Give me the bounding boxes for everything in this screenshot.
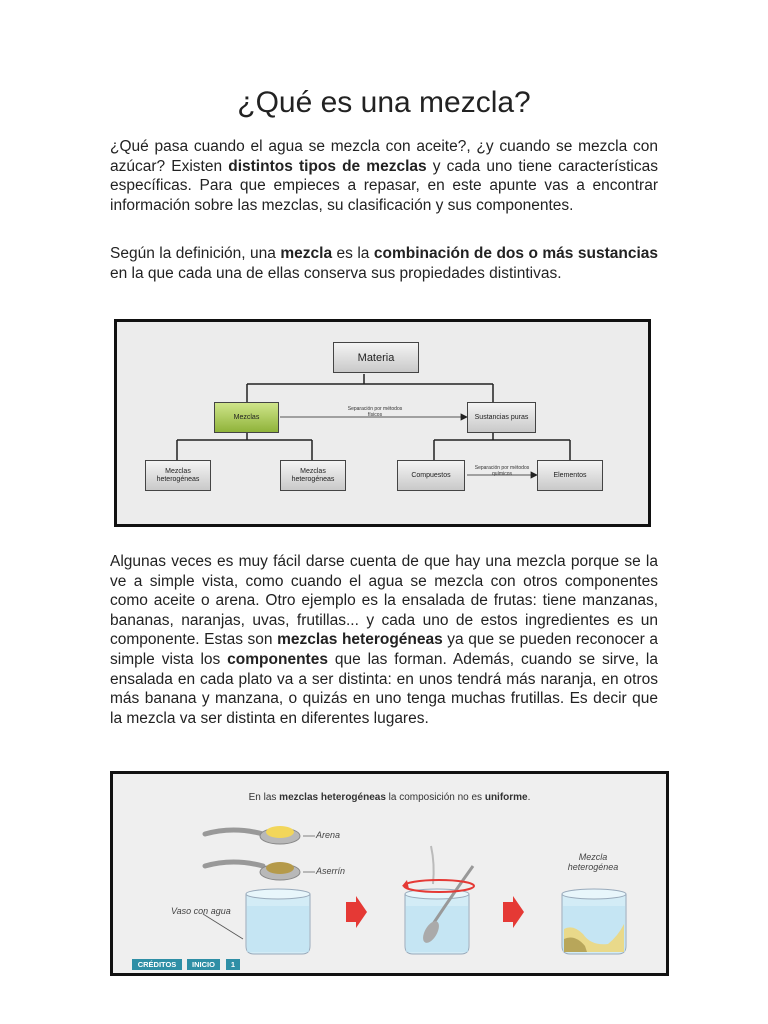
- illustration-caption: En las mezclas heterogéneas la composición no es uniforme.: [248, 792, 531, 803]
- mixture-illustration: [110, 771, 669, 976]
- arrow-right-icon: [346, 896, 367, 928]
- node-mezclas: Mezclas: [214, 402, 279, 433]
- page-title: ¿Qué es una mezcla?: [237, 86, 531, 119]
- glass-mixture-icon: [562, 889, 626, 954]
- spoon-sand-icon: [205, 826, 300, 844]
- intro-paragraph: ¿Qué pasa cuando el agua se mezcla con aceite?, ¿y cuando se mezcla con azúcar? Existen distintos tipos de mezclas y cada uno tiene características específicas. Para que empieces a repasar, en este apunte vas a encontrar información sobre las mezclas, su clasificación y sus componentes.: [110, 138, 658, 214]
- node-sustancias-puras: Sustancias puras: [467, 402, 536, 433]
- creditos-button[interactable]: CRÉDITOS: [132, 959, 182, 970]
- node-materia: Materia: [333, 342, 419, 373]
- node-elementos: Elementos: [537, 460, 603, 491]
- arrow-right-icon: [503, 896, 524, 928]
- label-separacion-fisicos: Separación por métodos físicos: [347, 406, 403, 418]
- spoon-sawdust-icon: [205, 862, 300, 880]
- inicio-button[interactable]: INICIO: [187, 959, 220, 970]
- heterogeneous-paragraph: Algunas veces es muy fácil darse cuenta de que hay una mezcla porque se la ve a simple vista, como cuando el agua se mezcla con otros componentes como aceite o arena. Otro ejemplo es la ensalada de frutas: tiene manzanas, bananas, naranjas, uvas, frutillas... y cada uno de estos ingredientes es un componente. Estas son mezclas heterogéneas ya que se pueden reconocer a simple vista los componentes que las forman. Además, cuando se sirve, la ensalada en cada plato va a ser distinta: en unos tendrá más naranja, en otros más banana y manzana, o quizás en uno tenga muchas frutillas. Es decir que la mezcla va ser distinta en diferentes lugares.: [110, 553, 658, 727]
- node-compuestos: Compuestos: [397, 460, 465, 491]
- node-mezclas-homogeneas: Mezclas heterogéneas: [280, 460, 346, 491]
- page-number-badge: 1: [226, 959, 240, 970]
- label-aserrin: Aserrín: [316, 866, 346, 876]
- label-mezcla-heterogenea: Mezcla heterogénea: [567, 852, 619, 872]
- label-vaso-con-agua: Vaso con agua: [171, 906, 231, 916]
- label-arena: Arena: [316, 830, 341, 840]
- classification-diagram: [114, 319, 651, 527]
- label-separacion-quimicos: Separación por métodos químicos: [474, 465, 530, 477]
- glass-stirring-icon: [402, 846, 474, 954]
- glass-water-icon: [246, 889, 310, 954]
- definition-paragraph: Según la definición, una mezcla es la combinación de dos o más sustancias en la que cada una de ellas conserva sus propiedades distintivas.: [110, 245, 658, 282]
- node-mezclas-heterogeneas: Mezclas heterogéneas: [145, 460, 211, 491]
- illustration-art: [113, 774, 666, 973]
